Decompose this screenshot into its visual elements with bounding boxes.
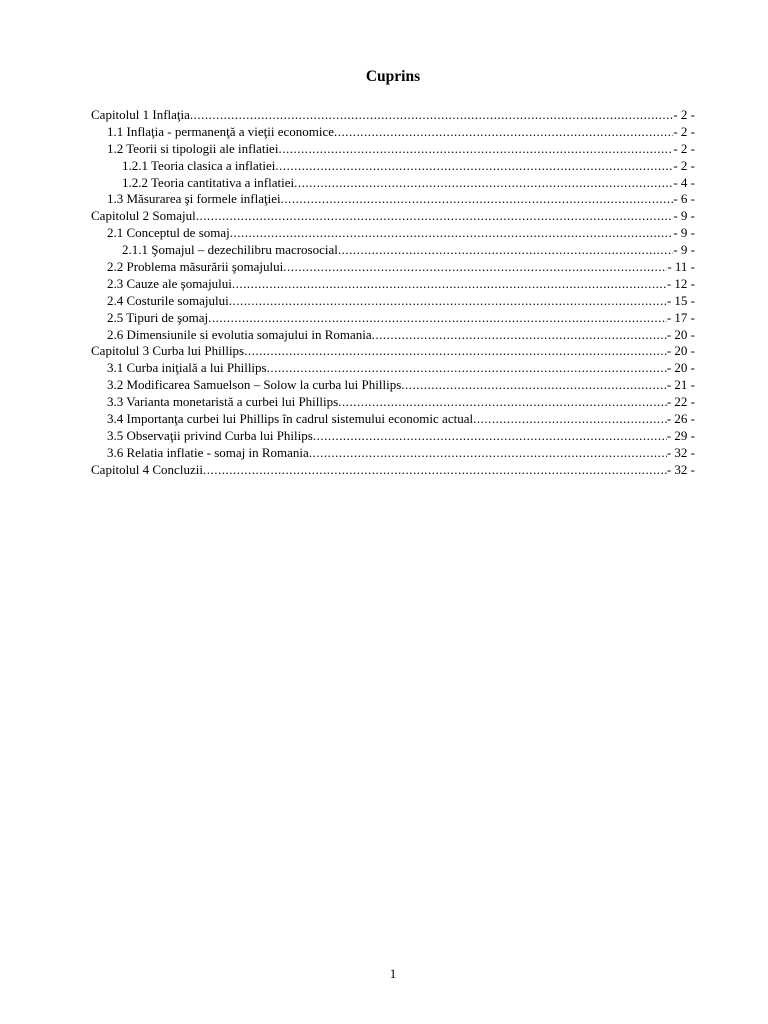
toc-entry-title: 3.6 Relatia inflatie - somaj in Romania — [107, 444, 309, 460]
toc-entry-title: 1.3 Măsurarea şi formele inflaţiei — [107, 191, 281, 207]
toc-dot-leader — [190, 107, 673, 124]
toc-entry-page: - 17 - — [666, 309, 695, 325]
toc-dot-leader — [267, 360, 667, 377]
toc-dot-leader — [334, 124, 673, 141]
toc-entry-page: - 20 - — [666, 326, 695, 342]
page-number: 1 — [389, 966, 397, 981]
toc-dot-leader — [313, 428, 667, 445]
toc-entry-title: 2.1.1 Şomajul – dezechilibru macrosocial — [122, 242, 338, 258]
toc-entry[interactable] — [91, 377, 695, 394]
toc-dot-leader — [208, 310, 667, 327]
toc-entry-title: 3.4 Importanţa curbei lui Phillips în cadrul sistemului economic actual — [107, 411, 474, 427]
toc-entry[interactable] — [91, 310, 695, 327]
toc-entry-title: 3.1 Curba iniţială a lui Phillips — [107, 360, 267, 376]
toc-dot-leader — [338, 242, 673, 259]
toc-entry-page: - 2 - — [673, 140, 695, 156]
toc-entry[interactable] — [91, 411, 695, 428]
toc-entry-page: - 15 - — [666, 292, 695, 308]
toc-entry-page: - 6 - — [673, 191, 695, 207]
toc-entry-page: - 21 - — [666, 377, 695, 393]
toc-entry[interactable] — [91, 124, 695, 141]
toc-entry-page: - 2 - — [673, 123, 695, 139]
toc-entry-page: - 11 - — [667, 259, 695, 275]
toc-dot-leader — [230, 225, 674, 242]
toc-entry-page: - 32 - — [666, 444, 695, 460]
toc-entry-title: Capitolul 1 Inflaţia — [91, 107, 190, 122]
toc-entry-title: 3.2 Modificarea Samuelson – Solow la curba lui Phillips — [107, 377, 402, 393]
toc-entry[interactable] — [91, 360, 695, 377]
toc-entry[interactable] — [91, 158, 695, 175]
toc-dot-leader — [401, 377, 667, 394]
toc-entry-page: - 22 - — [666, 394, 695, 410]
toc-entry[interactable] — [91, 327, 695, 344]
toc-entry-page: - 29 - — [666, 427, 695, 443]
toc-entry[interactable] — [91, 462, 695, 479]
toc-entry[interactable] — [91, 242, 695, 259]
toc-dot-leader — [294, 175, 673, 192]
toc-entry-title: Capitolul 2 Somajul — [91, 208, 196, 224]
toc-entry[interactable] — [91, 276, 695, 293]
toc-dot-leader — [338, 394, 667, 411]
toc-entry-page: - 2 - — [673, 157, 695, 173]
toc-dot-leader — [196, 208, 674, 225]
toc-entry-title: Capitolul 3 Curba lui Phillips — [91, 343, 245, 359]
toc-entry-page: - 9 - — [673, 225, 695, 241]
toc-entry-title: 2.2 Problema măsurării şomajului — [107, 259, 284, 275]
toc-entry-page: - 20 - — [666, 343, 695, 359]
table-of-contents — [91, 107, 695, 479]
toc-dot-leader — [275, 158, 673, 175]
toc-entry[interactable] — [91, 259, 695, 276]
toc-entry-page: - 26 - — [666, 411, 695, 427]
toc-entry-title: 1.2.1 Teoria clasica a inflatiei — [122, 157, 276, 173]
toc-dot-leader — [281, 191, 674, 208]
toc-entry-title: 3.5 Observaţii privind Curba lui Philips — [107, 427, 313, 443]
toc-entry[interactable] — [91, 191, 695, 208]
toc-dot-leader — [309, 445, 667, 462]
toc-entry-title: 2.4 Costurile somajului — [107, 292, 229, 308]
toc-entry[interactable] — [91, 428, 695, 445]
toc-entry-page: - 20 - — [666, 360, 695, 376]
toc-entry[interactable] — [91, 293, 695, 310]
toc-entry-page: - 9 - — [673, 208, 695, 224]
toc-entry-title: 1.2 Teorii si tipologii ale inflatiei — [107, 140, 279, 156]
toc-dot-leader — [244, 343, 667, 360]
toc-entry-title: 3.3 Varianta monetaristă a curbei lui Phillips — [107, 394, 339, 410]
toc-dot-leader — [473, 411, 667, 428]
toc-dot-leader — [229, 293, 667, 310]
toc-entry-title: 1.1 Inflaţia - permanenţă a vieţii economice — [107, 123, 335, 139]
toc-entry-title: 1.2.2 Teoria cantitativa a inflatiei — [122, 174, 295, 190]
toc-entry[interactable] — [91, 107, 695, 124]
toc-entry-page: - 32 - — [666, 461, 695, 477]
toc-entry-page: - 9 - — [673, 242, 695, 258]
toc-entry[interactable] — [91, 394, 695, 411]
toc-entry-page: - 12 - — [666, 275, 695, 291]
toc-entry-title: 2.5 Tipuri de şomaj — [107, 309, 209, 325]
toc-entry-title: 2.6 Dimensiunile si evolutia somajului in Romania — [107, 326, 372, 342]
toc-entry-title: 2.3 Cauze ale şomajului — [107, 275, 232, 291]
toc-entry[interactable] — [91, 141, 695, 158]
toc-entry-page: - 2 - — [673, 107, 695, 122]
toc-entry[interactable] — [91, 343, 695, 360]
toc-dot-leader — [372, 327, 667, 344]
toc-entry-page: - 4 - — [673, 174, 695, 190]
toc-dot-leader — [278, 141, 673, 158]
toc-dot-leader — [283, 259, 667, 276]
toc-entry[interactable] — [91, 225, 695, 242]
toc-entry[interactable] — [91, 445, 695, 462]
toc-entry[interactable] — [91, 175, 695, 192]
toc-entry-title: 2.1 Conceptul de somaj — [107, 225, 230, 241]
toc-entry[interactable] — [91, 208, 695, 225]
page-title: Cuprins — [365, 68, 421, 85]
toc-dot-leader — [232, 276, 667, 293]
toc-entry-title: Capitolul 4 Concluzii — [91, 461, 203, 477]
toc-dot-leader — [203, 462, 667, 479]
